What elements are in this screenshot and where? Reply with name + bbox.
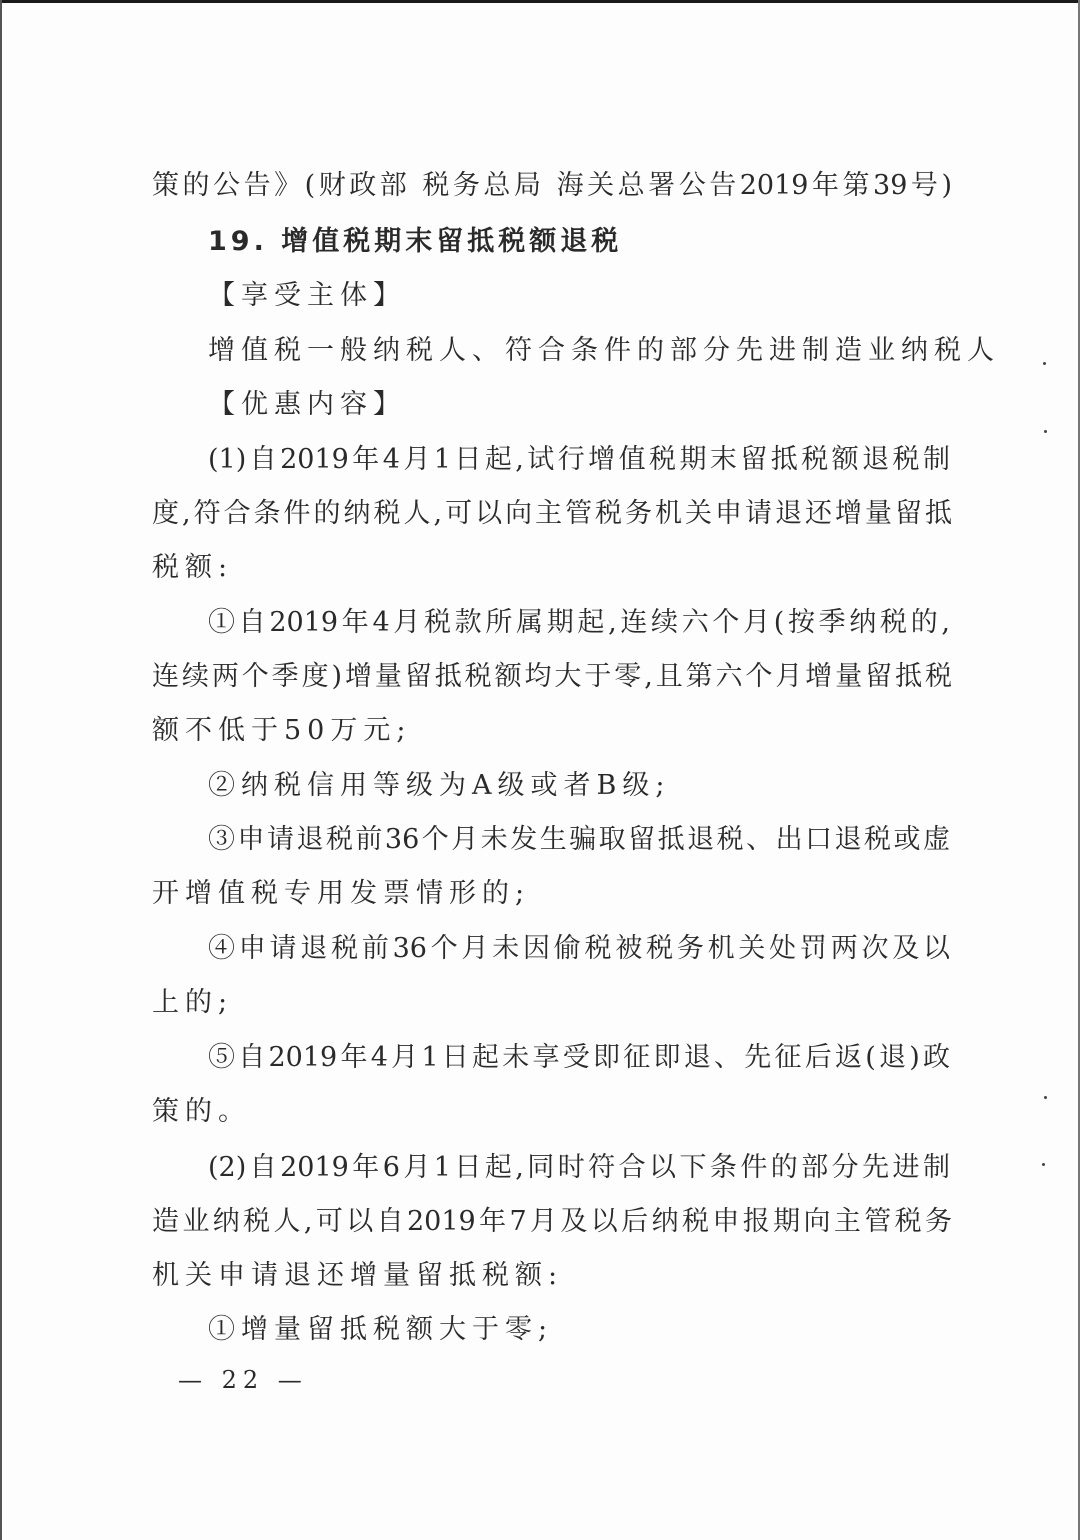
scan-edge-top — [0, 0, 1080, 3]
text-line: 策的。 — [152, 1096, 251, 1127]
text-line: ①增量留抵税额大于零; — [208, 1314, 554, 1345]
text-line: 造业纳税人,可以自2019年7月及以后纳税申报期向主管税务 — [152, 1206, 952, 1237]
text-line: 机关申请退还增量留抵税额: — [152, 1260, 564, 1291]
text-line: (2)自2019年6月1日起,同时符合以下条件的部分先进制 — [208, 1152, 950, 1183]
text-line: 度,符合条件的纳税人,可以向主管税务机关申请退还增量留抵 — [152, 498, 952, 529]
scan-speck — [1042, 1163, 1045, 1166]
text-line: ②纳税信用等级为A级或者B级; — [208, 770, 671, 801]
page-number: — 22 — — [178, 1366, 308, 1394]
text-line: 策的公告》(财政部 税务总局 海关总署公告2019年第39号) — [152, 170, 952, 201]
scan-edge-left — [0, 0, 2, 1540]
text-line: 连续两个季度)增量留抵税额均大于零,且第六个月增量留抵税 — [152, 661, 952, 692]
text-line: ⑤自2019年4月1日起未享受即征即退、先征后返(退)政 — [208, 1042, 950, 1073]
scan-speck — [1043, 362, 1046, 365]
label-content: 【优惠内容】 — [208, 389, 406, 420]
text-line: (1)自2019年4月1日起,试行增值税期末留抵税额退税制 — [208, 444, 950, 475]
text-line: ④申请退税前36个月未因偷税被税务机关处罚两次及以 — [208, 933, 950, 964]
scan-speck — [1044, 1096, 1047, 1099]
text-line: 额不低于50万元; — [152, 715, 412, 746]
text-line: 开增值税专用发票情形的; — [152, 878, 531, 909]
text-line: ①自2019年4月税款所属期起,连续六个月(按季纳税的, — [208, 607, 950, 638]
text-line: ③申请退税前36个月未发生骗取留抵退税、出口退税或虚 — [208, 824, 950, 855]
label-beneficiary: 【享受主体】 — [208, 280, 406, 311]
text-line: 税额: — [152, 552, 234, 583]
scan-speck — [1044, 430, 1047, 433]
text-line: 上的; — [152, 987, 234, 1018]
section-heading: 19. 增值税期末留抵税额退税 — [208, 226, 623, 257]
text-line: 增值税一般纳税人、符合条件的部分先进制造业纳税人 — [208, 335, 1000, 366]
